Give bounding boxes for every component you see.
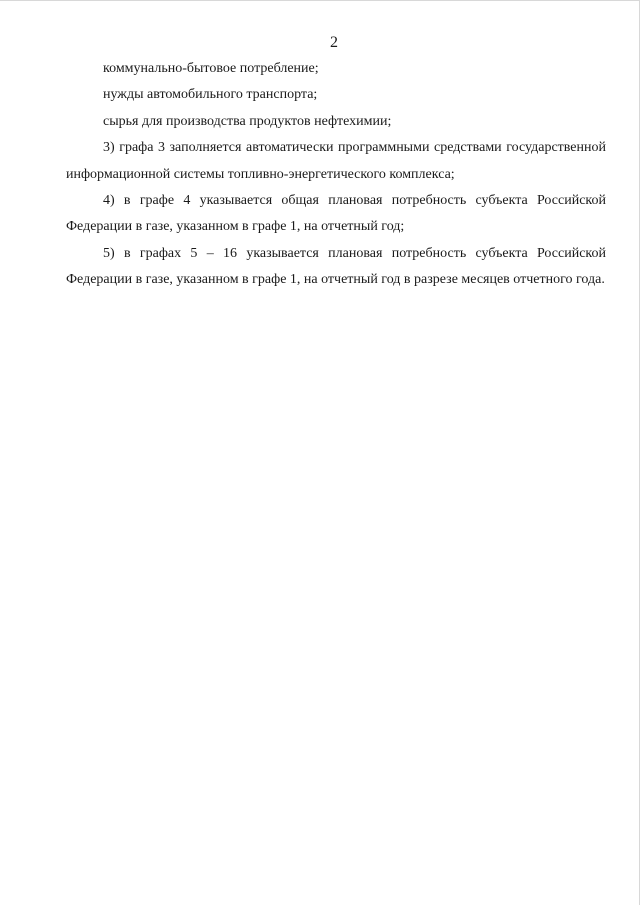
paragraph-column-3: 3) графа 3 заполняется автоматически программными средствами государственной информационной системы топливно-энергетического комплекса; [66,140,606,182]
paragraph-column-4: 4) в графе 4 указывается общая плановая потребность субъекта Российской Федерации в газе, указанном в графе 1, на отчетный год; [66,193,606,235]
document-body [66,56,606,294]
page-number: 2 [330,34,338,51]
paragraph-motor-transport: нужды автомобильного транспорта; [103,87,318,103]
paragraph-communal-consumption: коммунально-бытовое потребление; [103,61,319,76]
paragraph-columns-5-16: 5) в графах 5 – 16 указывается плановая потребность субъекта Российской Федерации в газе, указанном в графе 1, на отчетный год в разрезе месяцев отчетного года. [66,245,606,288]
page-edge-top [0,0,640,1]
paragraph-petrochemical-feedstock: сырья для производства продуктов нефтехимии; [103,113,392,129]
